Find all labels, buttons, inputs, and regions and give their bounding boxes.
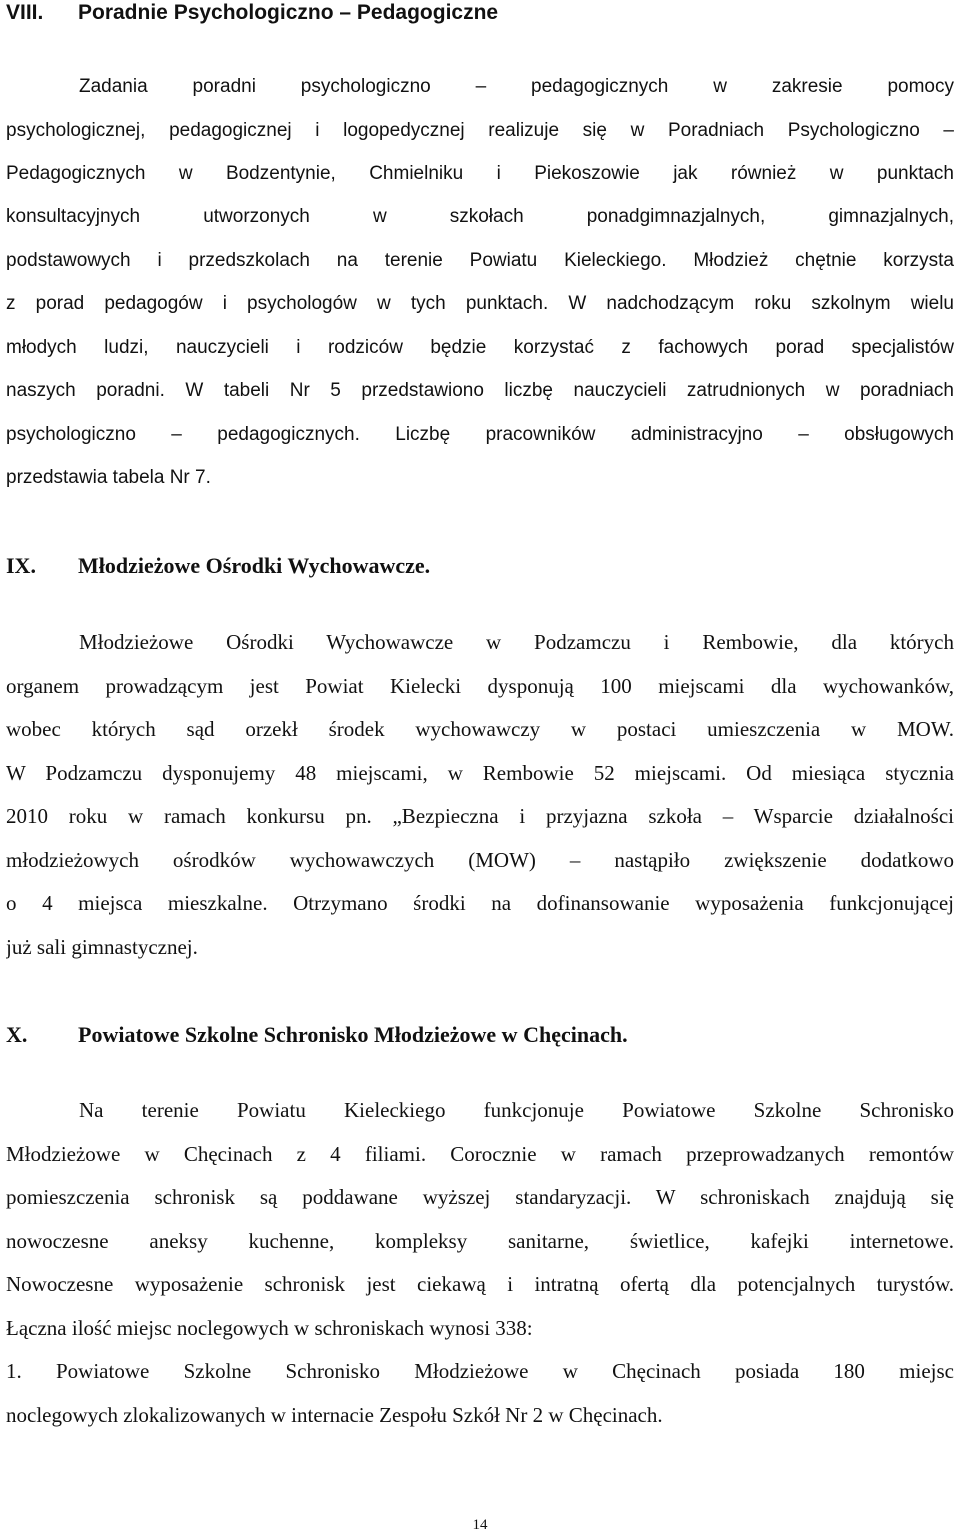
section-10-line-6: Łączna ilość miejsc noclegowych w schroniskach wynosi 338:	[6, 1316, 533, 1340]
section-8-title: Poradnie Psychologiczno – Pedagogiczne	[78, 1, 499, 24]
section-10-title: Powiatowe Szkolne Schronisko Młodzieżowe w Chęcinach.	[78, 1022, 628, 1047]
section-9-line-3: wobec których sąd orzekł środek wychowawczy w postaci umieszczenia w MOW.	[6, 717, 954, 741]
section-10-line-5: Nowoczesne wyposażenie schronisk jest ciekawą i intratną ofertą dla potencjalnych turystów.	[6, 1272, 954, 1296]
section-8-line-10: przedstawia tabela Nr 7.	[6, 467, 211, 488]
section-8-line-3: Pedagogicznych w Bodzentynie, Chmielniku i Piekoszowie jak również w punktach	[6, 163, 954, 184]
section-8-line-1: Zadania poradni psychologiczno – pedagogicznych w zakresie pomocy	[79, 76, 954, 97]
section-8-line-2: psychologicznej, pedagogicznej i logopedycznej realizuje się w Poradniach Psychologiczno –	[6, 120, 954, 141]
section-9-heading	[6, 553, 954, 579]
section-8-number: VIII.	[6, 1, 44, 24]
section-8-line-7: młodych ludzi, nauczycieli i rodziców będzie korzystać z fachowych porad specjalistów	[6, 337, 954, 358]
section-10-line-2: Młodzieżowe w Chęcinach z 4 filiami. Corocznie w ramach przeprowadzanych remontów	[6, 1142, 954, 1166]
section-9-line-1: Młodzieżowe Ośrodki Wychowawcze w Podzamczu i Rembowie, dla których	[79, 630, 954, 654]
section-8-line-5: podstawowych i przedszkolach na terenie Powiatu Kieleckiego. Młodzież chętnie korzysta	[6, 250, 954, 271]
section-10-number: X.	[6, 1022, 28, 1047]
section-8-heading	[6, 0, 954, 26]
section-9-line-5: 2010 roku w ramach konkursu pn. „Bezpieczna i przyjazna szkoła – Wsparcie działalności	[6, 804, 954, 828]
section-8-line-9: psychologiczno – pedagogicznych. Liczbę pracowników administracyjno – obsługowych	[6, 424, 954, 445]
section-10-line-4: nowoczesne aneksy kuchenne, kompleksy sanitarne, świetlice, kafejki internetowe.	[6, 1229, 954, 1253]
section-10-line-7: 1. Powiatowe Szkolne Schronisko Młodzieżowe w Chęcinach posiada 180 miejsc	[6, 1359, 954, 1383]
section-10-heading	[6, 1022, 954, 1048]
section-10-line-3: pomieszczenia schronisk są poddawane wyższej standaryzacji. W schroniskach znajdują się	[6, 1185, 954, 1209]
section-10-line-1: Na terenie Powiatu Kieleckiego funkcjonuje Powiatowe Szkolne Schronisko	[79, 1098, 954, 1122]
section-8-line-6: z porad pedagogów i psychologów w tych punktach. W nadchodzącym roku szkolnym wielu	[6, 293, 954, 314]
section-9-title: Młodzieżowe Ośrodki Wychowawcze.	[78, 553, 431, 578]
section-10-line-8: noclegowych zlokalizowanych w internacie Zespołu Szkół Nr 2 w Chęcinach.	[6, 1403, 663, 1427]
section-8-line-8: naszych poradni. W tabeli Nr 5 przedstawiono liczbę nauczycieli zatrudnionych w poradniach	[6, 380, 954, 401]
section-9-number: IX.	[6, 553, 36, 578]
section-9-line-7: o 4 miejsca mieszkalne. Otrzymano środki na dofinansowanie wyposażenia funkcjonującej	[6, 891, 954, 915]
page-number: 14	[472, 1517, 488, 1533]
section-9-line-2: organem prowadzącym jest Powiat Kielecki dysponują 100 miejscami dla wychowanków,	[6, 674, 954, 698]
section-9-line-4: W Podzamczu dysponujemy 48 miejscami, w Rembowie 52 miejscami. Od miesiąca stycznia	[6, 761, 954, 785]
section-9-line-6: młodzieżowych ośrodków wychowawczych (MOW) – nastąpiło zwiększenie dodatkowo	[6, 848, 954, 872]
section-8-line-4: konsultacyjnych utworzonych w szkołach ponadgimnazjalnych, gimnazjalnych,	[6, 206, 954, 227]
section-9-line-8: już sali gimnastycznej.	[6, 935, 198, 959]
